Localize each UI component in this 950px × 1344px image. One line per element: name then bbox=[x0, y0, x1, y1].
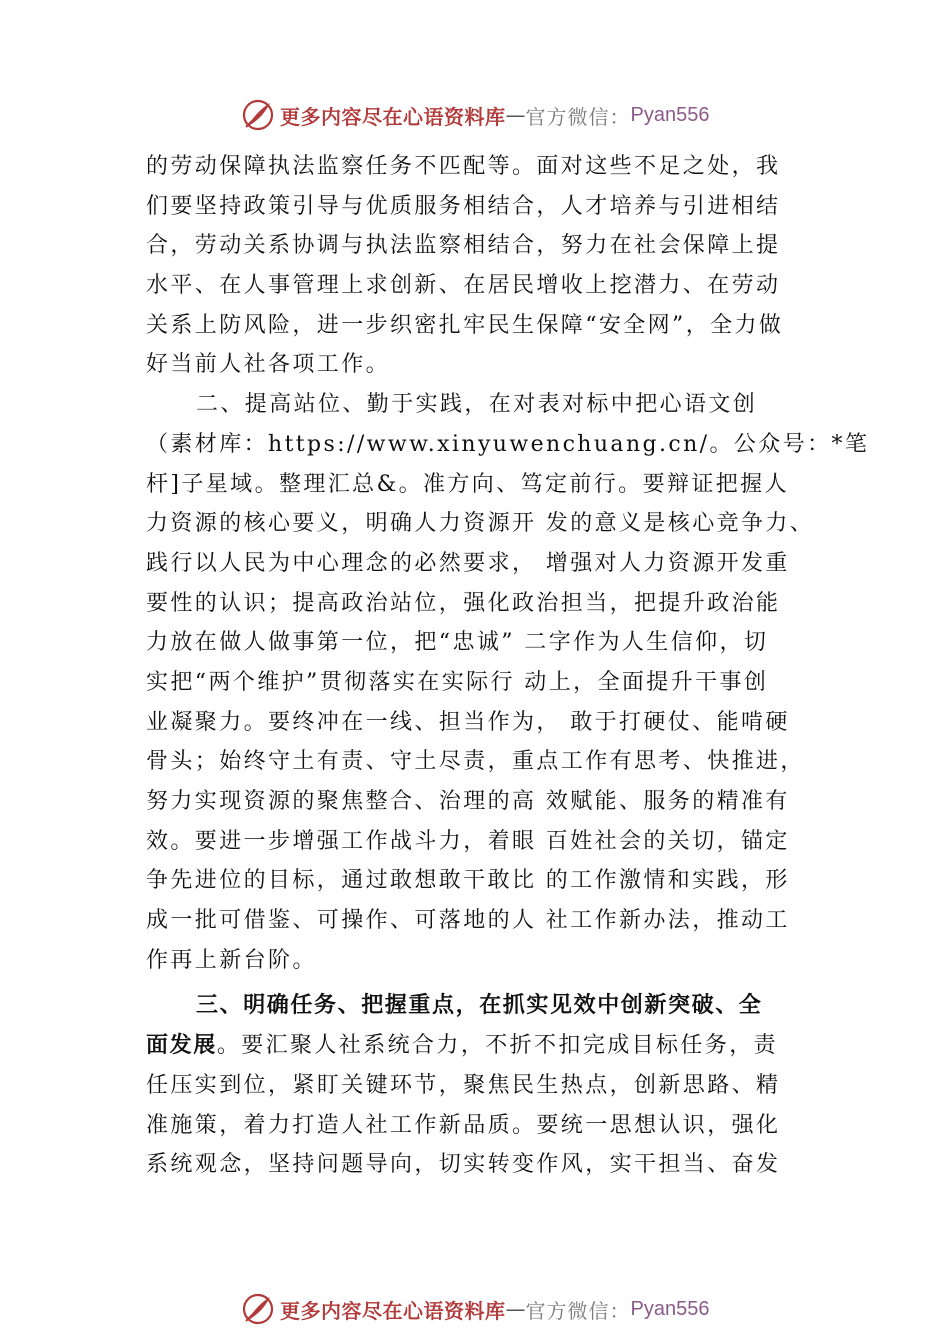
text-line: 系统观念，坚持问题导向，切实转变作风，实干担当、奋发 bbox=[146, 1152, 781, 1178]
text-line: 关系上防风险，进一步织密扎牢民生保障“安全网”，全力做 bbox=[146, 312, 784, 338]
text-line: 践行以人民为中心理念的必然要求， 增强对人力资源开发重 bbox=[146, 550, 790, 576]
banner-dash: — bbox=[505, 103, 526, 127]
paragraph-1 bbox=[146, 147, 836, 385]
section-heading: 三、明确任务、把握重点，在抓实见效中创新突破、全 bbox=[196, 993, 763, 1019]
text-line: 努力实现资源的聚焦整合、治理的高 效赋能、服务的精准有 bbox=[146, 789, 790, 814]
text-line bbox=[146, 1026, 836, 1066]
quill-logo-icon bbox=[240, 1291, 276, 1327]
banner-official-label: 官方微信： bbox=[525, 1298, 631, 1323]
banner-brand: 更多内容尽在心语资料库 bbox=[280, 1298, 506, 1323]
text-line: （素材库：https://www.xinyuwenchuang.cn/。公众号：*笔 bbox=[146, 431, 870, 457]
banner-wechat-id: Pyan556 bbox=[630, 103, 710, 126]
text-line: 二、提高站位、勤于实践，在对表对标中把心语文创 bbox=[196, 392, 758, 418]
paragraph-3 bbox=[146, 986, 836, 1184]
text-line: 要性的认识；提高政治站位，强化政治担当，把提升政治能 bbox=[146, 590, 781, 616]
text-line: 争先进位的目标，通过敢想敢干敢比 的工作激情和实践，形 bbox=[146, 868, 790, 894]
text-line: 杆]子星域。整理汇总&。准方向、笃定前行。要辩证把握人 bbox=[146, 471, 789, 497]
text-line: 合，劳动关系协调与执法监察相结合，努力在社会保障上提 bbox=[146, 233, 781, 259]
header-banner[interactable] bbox=[240, 96, 760, 134]
text-line: 们要坚持政策引导与优质服务相结合，人才培养与引进相结 bbox=[146, 193, 781, 219]
text-line: 任压实到位，紧盯关键环节，聚焦民生热点，创新思路、精 bbox=[146, 1072, 781, 1098]
paragraph-2 bbox=[146, 385, 870, 980]
quill-logo-icon bbox=[240, 97, 276, 133]
footer-banner[interactable] bbox=[240, 1290, 760, 1328]
banner-wechat-id: Pyan556 bbox=[630, 1297, 710, 1320]
text-line: 业凝聚力。要终冲在一线、担当作为， 敢于打硬仗、能啃硬 bbox=[146, 709, 790, 735]
text-line: 的劳动保障执法监察任务不匹配等。面对这些不足之处，我 bbox=[146, 154, 781, 179]
text-line: 效。要进一步增强工作战斗力，着眼 百姓社会的关切，锚定 bbox=[146, 828, 790, 854]
banner-dash: — bbox=[505, 1297, 526, 1321]
section-heading-continued: 面发展 bbox=[146, 1033, 217, 1059]
text-line-rest: 。要汇聚人社系统合力，不折不扣完成目标任务，责 bbox=[216, 1033, 779, 1059]
text-line: 骨头；始终守土有责、守土尽责，重点工作有思考、快推进， bbox=[146, 749, 805, 775]
text-line: 准施策，着力打造人社工作新品质。要统一思想认识，强化 bbox=[146, 1112, 781, 1138]
banner-official-label: 官方微信： bbox=[525, 104, 631, 129]
text-line: 水平、在人事管理上求创新、在居民增收上挖潜力、在劳动 bbox=[146, 273, 781, 299]
text-line: 成一批可借鉴、可操作、可落地的人 社工作新办法，推动工 bbox=[146, 908, 790, 934]
text-line: 作再上新台阶。 bbox=[146, 947, 317, 973]
text-line: 力放在做人做事第一位，把“忠诚” 二字作为人生信仰，切 bbox=[146, 630, 769, 656]
body-text bbox=[146, 147, 870, 1185]
text-line: 实把“两个维护”贯彻落实在实际行 动上，全面提升干事创 bbox=[146, 669, 769, 695]
banner-brand: 更多内容尽在心语资料库 bbox=[280, 104, 506, 129]
text-line: 好当前人社各项工作。 bbox=[146, 352, 391, 378]
text-line: 力资源的核心要义，明确人力资源开 发的意义是核心竞争力、 bbox=[146, 511, 815, 537]
